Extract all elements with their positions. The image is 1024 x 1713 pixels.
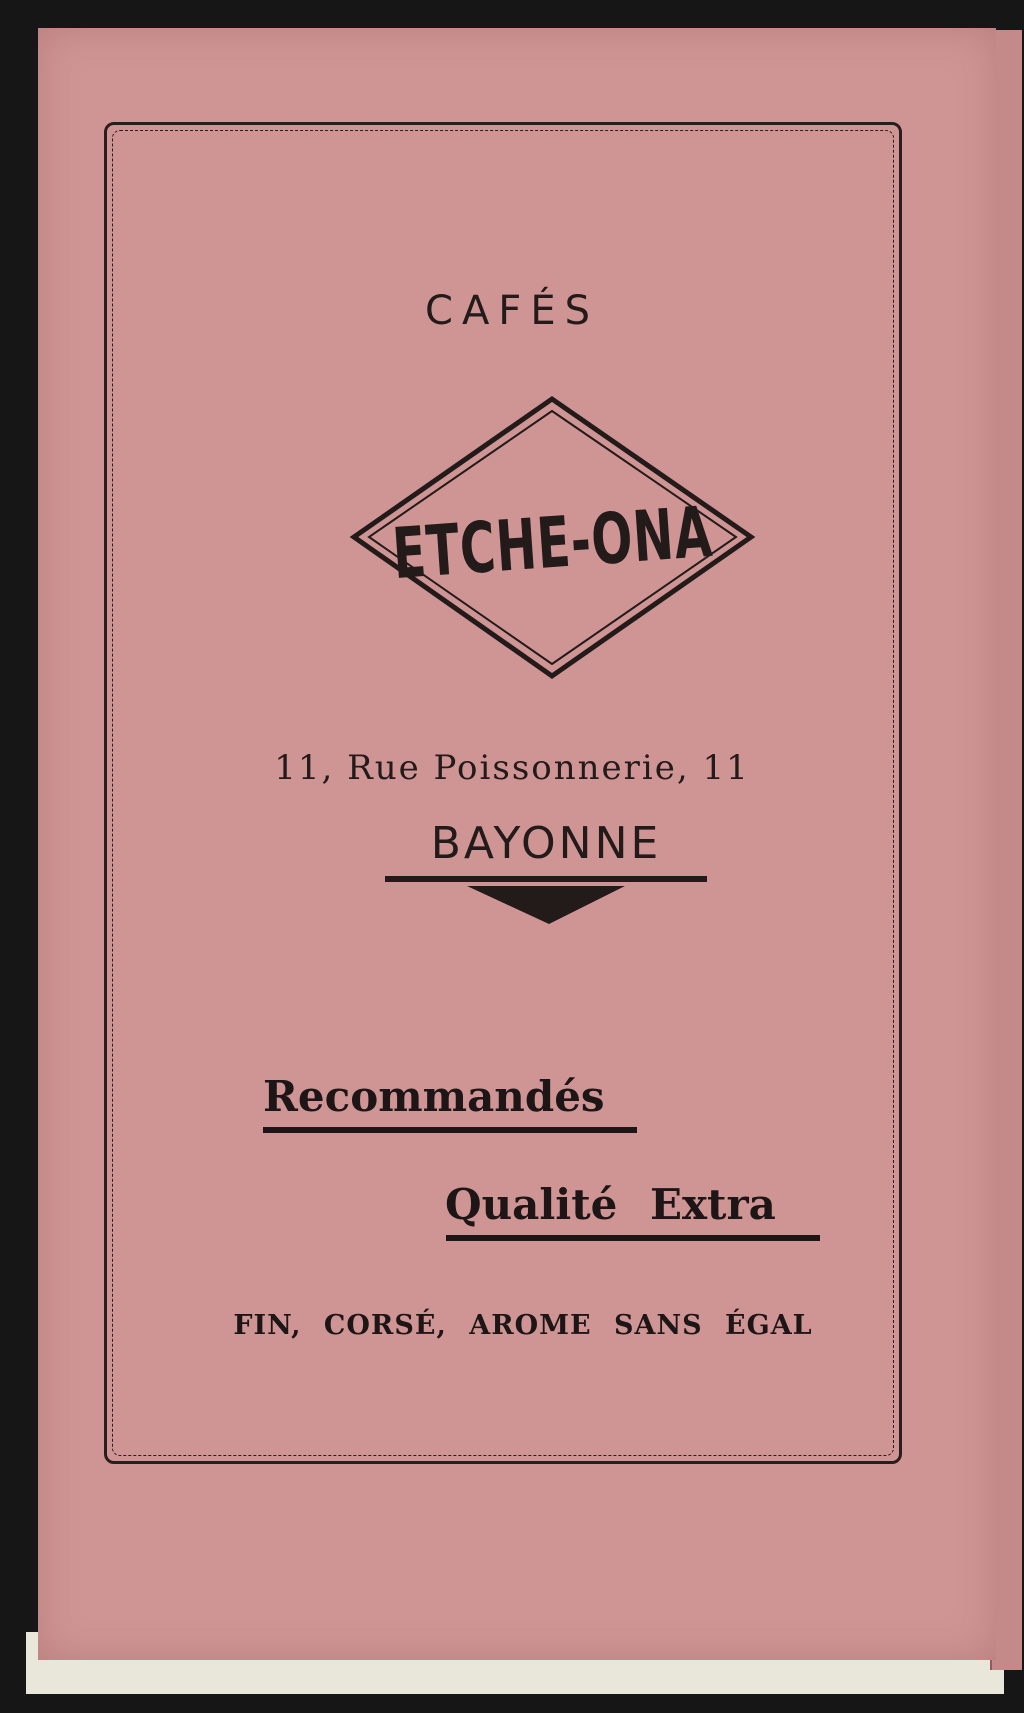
recommended-label: Recommandés bbox=[263, 1072, 605, 1121]
diamond-logo-icon bbox=[350, 395, 859, 680]
underline-arrow-icon bbox=[385, 874, 707, 930]
city-name: BAYONNE bbox=[430, 818, 662, 869]
heading-cafes: CAFÉS bbox=[425, 288, 599, 334]
logo-text: ETCHE-ONA bbox=[389, 480, 859, 596]
tagline: FIN, CORSÉ, AROME SANS ÉGAL bbox=[233, 1310, 813, 1341]
street-address: 11, Rue Poissonnerie, 11 bbox=[274, 748, 750, 788]
recommended-underline bbox=[263, 1127, 637, 1133]
quality-underline bbox=[446, 1235, 820, 1241]
quality-label: Qualité Extra bbox=[445, 1180, 776, 1229]
